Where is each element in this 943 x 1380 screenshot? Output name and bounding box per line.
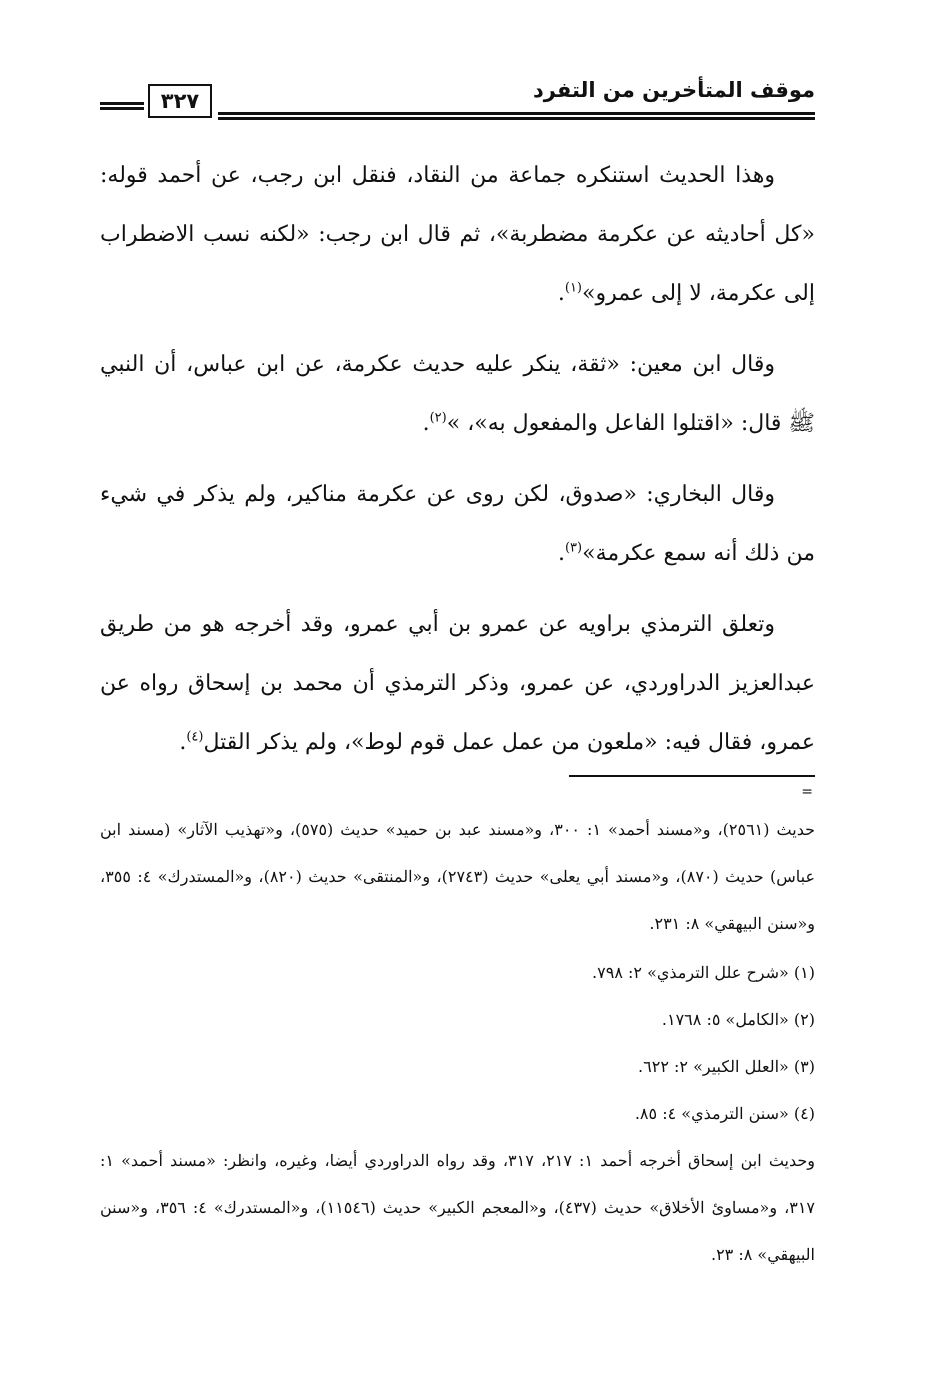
paragraph: وقال البخاري: «صدوق، لكن روى عن عكرمة مناكير، ولم يذكر في شيء من ذلك أنه سمع عكرمة»$^{(٣)}$.: [100, 482, 815, 566]
running-title: موقف المتأخرين من التفرد: [533, 78, 815, 102]
paragraph-text: وقال ابن معين: «ثقة، ينكر عليه حديث عكرمة، عن ابن عباس، أن النبي ﷺ قال: «اقتلوا الفاعل والمفعول به»، »: [100, 352, 815, 436]
paragraph-text: وتعلق الترمذي براويه عن عمرو بن أبي عمرو، وقد أخرجه هو من طريق عبدالعزيز الدراوردي، عن عمرو، وذكر الترمذي أن محمد بن إسحاق رواه عن عمرو، فقال فيه: «ملعون من عمل عمل قوم لوط»، ولم يذكر القتل: [100, 612, 815, 755]
paragraph: وقال ابن معين: «ثقة، ينكر عليه حديث عكرمة، عن ابن عباس، أن النبي ﷺ قال: «اقتلوا الفاعل والمفعول به»، »$^{(٢)}$.: [100, 352, 815, 436]
page-header: [100, 72, 815, 124]
header-rule-left: [100, 102, 144, 105]
footnote-separator: [569, 775, 815, 777]
footnote-item: (١) «شرح علل الترمذي» ٢: ٧٩٨.: [592, 963, 815, 982]
paragraph: وهذا الحديث استنكره جماعة من النقاد، فنقل ابن رجب، عن أحمد قوله: «كل أحاديثه عن عكرمة مضطربة»، ثم قال ابن رجب: «لكنه نسب الاضطراب إلى عكرمة، لا إلى عمرو»$^{(١)}$.: [100, 163, 815, 306]
paragraph-text: وهذا الحديث استنكره جماعة من النقاد، فنقل ابن رجب، عن أحمد قوله: «كل أحاديثه عن عكرمة مضطربة»، ثم قال ابن رجب: «لكنه نسب الاضطراب إلى عكرمة، لا إلى عمرو»: [100, 163, 815, 306]
footnote-item: (٤) «سنن الترمذي» ٤: ٨٥.: [634, 1104, 815, 1123]
footnote-marker: (٢): [429, 410, 447, 426]
header-rule-right: [218, 112, 815, 115]
continuation-mark: =: [801, 784, 813, 800]
footnote-marker: (١): [564, 280, 582, 296]
footnotes: [100, 806, 815, 1280]
footnote-closing: وحديث ابن إسحاق أخرجه أحمد ١: ٢١٧، ٣١٧، وقد رواه الدراوردي أيضا، وغيره، وانظر: «مسند أحمد» ١: ٣١٧، و«مساوئ الأخلاق» حديث (٤٣٧)، و«المعجم الكبير» حديث (١١٥٤٦)، و«المستدرك» ٤: ٣٥٦، و«سنن البيهقي» ٨: ٢٣.: [100, 1151, 816, 1264]
paragraph: وتعلق الترمذي براويه عن عمرو بن أبي عمرو، وقد أخرجه هو من طريق عبدالعزيز الدراوردي، عن عمرو، وذكر الترمذي أن محمد بن إسحاق رواه عن عمرو، فقال فيه: «ملعون من عمل عمل قوم لوط»، ولم يذكر القتل$^{(٤)}$.: [100, 612, 815, 755]
paragraph-text: وقال البخاري: «صدوق، لكن روى عن عكرمة مناكير، ولم يذكر في شيء من ذلك أنه سمع عكرمة»: [100, 482, 815, 566]
footnote-marker: (٤): [186, 729, 204, 745]
footnote-continuation: حديث (٢٥٦١)، و«مسند أحمد» ١: ٣٠٠، و«مسند عبد بن حميد» حديث (٥٧٥)، و«تهذيب الآثار» (مسند ابن عباس) حديث (٨٧٠)، و«مسند أبي يعلى» حديث (٢٧٤٣)، و«المنتقى» حديث (٨٢٠)، و«المستدرك» ٤: ٣٥٥، و«سنن البيهقي» ٨: ٢٣١.: [100, 820, 816, 933]
main-text: [100, 146, 815, 784]
footnote-marker: (٣): [564, 540, 583, 556]
footnote-item: (٣) «العلل الكبير» ٢: ٦٢٢.: [638, 1057, 815, 1076]
footnote-item: (٢) «الكامل» ٥: ١٧٦٨.: [661, 1010, 815, 1029]
page-number: ٣٢٧: [148, 84, 212, 118]
